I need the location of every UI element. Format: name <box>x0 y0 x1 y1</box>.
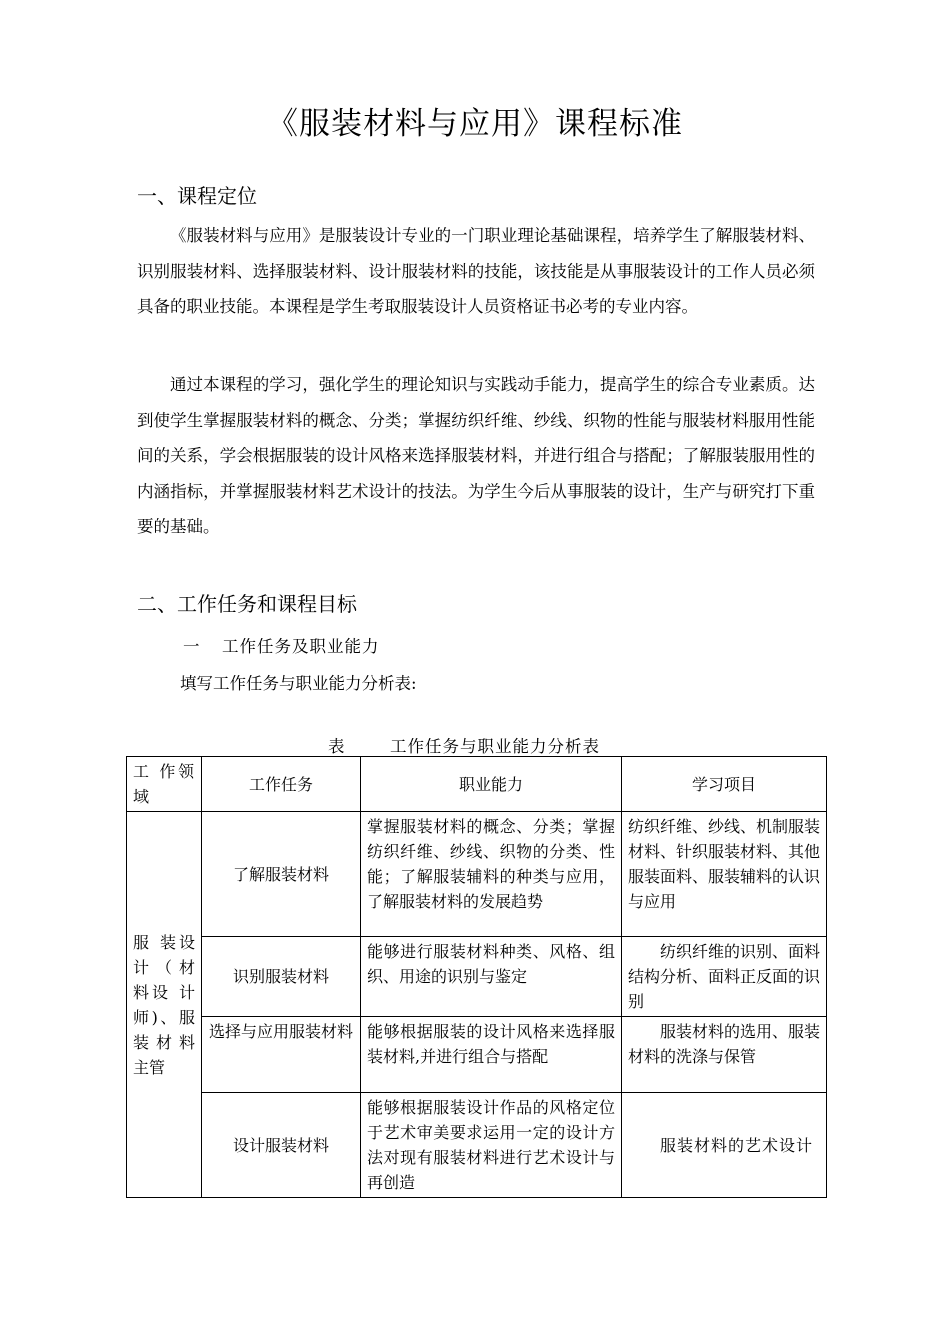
table-row <box>127 1017 827 1093</box>
table-caption: 工作任务与职业能力分析表 <box>390 737 600 756</box>
table-caption-prefix: 表 <box>328 737 345 756</box>
project-cell: 纺织纤维、纱线、机制服装材料、针织服装材料、其他服装面料、服装辅料的认识与应用 <box>622 812 827 937</box>
task-cell: 设计服装材料 <box>202 1093 361 1198</box>
work-domain-cell: 服 装设 计（材料设 计师)、服装材料主管 <box>127 812 202 1198</box>
project-cell: 服装材料的选用、服装材料的洗涤与保管 <box>622 1017 827 1093</box>
table-instruction: 填写工作任务与职业能力分析表: <box>180 674 417 693</box>
subsection-number: 一 <box>183 637 200 656</box>
ability-cell: 掌握服装材料的概念、分类；掌握纺织纤维、纱线、织物的分类、性能；了解服装辅料的种类与应用，了解服装材料的发展趋势 <box>361 812 622 937</box>
paragraph-course-position: 《服装材料与应用》是服装设计专业的一门职业理论基础课程，培养学生了解服装材料、识别服装材料、选择服装材料、设计服装材料的技能，该技能是从事服装设计的工作人员必须具备的职业技能。本课程是学生考取服装设计人员资格证书必考的专业内容。 <box>137 226 815 316</box>
table-row <box>127 812 827 937</box>
header-domain: 工 作领域 <box>127 757 202 812</box>
project-cell: 服装材料的艺术设计 <box>622 1093 827 1198</box>
header-ability: 职业能力 <box>361 757 622 812</box>
ability-cell: 能够根据服装的设计风格来选择服装材料,并进行组合与搭配 <box>361 1017 622 1093</box>
project-cell: 纺织纤维的识别、面料结构分析、面料正反面的识别 <box>622 937 827 1017</box>
task-cell: 了解服装材料 <box>202 812 361 937</box>
ability-cell: 能够根据服装设计作品的风格定位于艺术审美要求运用一定的设计方法对现有服装材料进行艺术设计与再创造 <box>361 1093 622 1198</box>
task-cell: 识别服装材料 <box>202 937 361 1017</box>
table-row <box>127 937 827 1017</box>
task-cell: 选择与应用服装材料 <box>202 1017 361 1093</box>
subsection-heading: 工作任务及职业能力 <box>222 637 380 656</box>
table-header-row <box>127 757 827 812</box>
section-heading-1: 一、课程定位 <box>137 184 257 208</box>
header-task: 工作任务 <box>202 757 361 812</box>
header-project: 学习项目 <box>622 757 827 812</box>
paragraph-course-goal: 通过本课程的学习，强化学生的理论知识与实践动手能力，提高学生的综合专业素质。达到使学生掌握服装材料的概念、分类；掌握纺织纤维、纱线、织物的性能与服装材料服用性能间的关系，学会根据服装的设计风格来选择服装材料，并进行组合与搭配；了解服装服用性的内涵指标，并掌握服装材料艺术设计的技法。为学生今后从事服装的设计，生产与研究打下重要的基础。 <box>137 375 815 536</box>
section-heading-2: 二、工作任务和课程目标 <box>137 592 357 616</box>
table-row <box>127 1093 827 1198</box>
page-title: 《服装材料与应用》课程标准 <box>267 106 683 142</box>
ability-analysis-table <box>126 756 827 1198</box>
ability-cell: 能够进行服装材料种类、风格、组织、用途的识别与鉴定 <box>361 937 622 1017</box>
